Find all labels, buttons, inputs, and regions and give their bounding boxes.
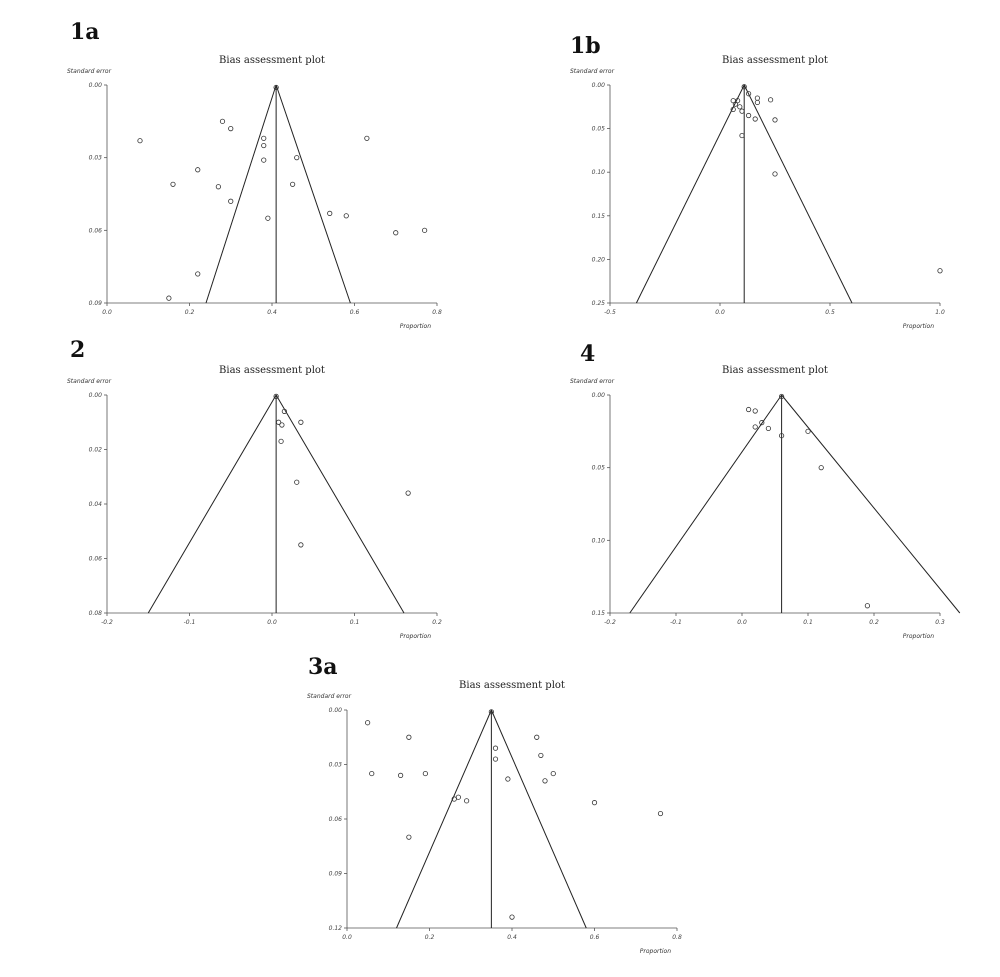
- panel-label-4: 4: [580, 341, 596, 367]
- study-point: [229, 126, 233, 130]
- study-point: [464, 799, 468, 803]
- study-point: [406, 491, 410, 495]
- funnel-plot-3a: [290, 640, 700, 970]
- funnel-plot-1a: [50, 15, 460, 335]
- y-tick-label: 0.12: [328, 925, 342, 932]
- study-point: [738, 105, 742, 109]
- study-point: [773, 118, 777, 122]
- funnel-left-line: [206, 85, 276, 303]
- study-point: [753, 409, 757, 413]
- y-tick-label: 0.06: [88, 227, 102, 235]
- y-tick-label: 0.20: [591, 256, 605, 264]
- study-point: [220, 119, 224, 123]
- panel-label-1b: 1b: [570, 33, 601, 59]
- y-axis-label: Standard error: [307, 693, 352, 700]
- x-tick-label: 0.6: [349, 309, 360, 316]
- chart-title: Bias assessment plot: [722, 55, 828, 66]
- chart-title: Bias assessment plot: [459, 680, 565, 691]
- study-point: [819, 465, 823, 469]
- panel-label-2: 2: [70, 337, 86, 363]
- study-point: [423, 771, 427, 775]
- study-point: [422, 228, 426, 232]
- study-point: [755, 100, 759, 104]
- study-point: [295, 480, 299, 484]
- y-tick-label: 0.00: [88, 82, 102, 89]
- study-point: [295, 155, 299, 159]
- funnel-right-line: [276, 85, 350, 303]
- y-axis-label: Standard error: [570, 378, 615, 385]
- chart-title: Bias assessment plot: [219, 55, 325, 66]
- y-tick-label: 0.05: [591, 464, 605, 472]
- x-tick-label: -0.1: [670, 619, 682, 626]
- study-point: [407, 835, 411, 839]
- x-tick-label: 0.0: [715, 309, 725, 316]
- study-point: [196, 168, 200, 172]
- y-axis-label: Standard error: [67, 378, 112, 385]
- y-tick-label: 0.09: [88, 300, 102, 307]
- y-tick-label: 0.05: [591, 125, 605, 133]
- x-tick-label: 0.8: [672, 934, 682, 941]
- study-point: [229, 199, 233, 203]
- study-point: [262, 158, 266, 162]
- y-axis-label: Standard error: [570, 68, 615, 75]
- study-point: [510, 915, 514, 919]
- y-tick-label: 0.00: [591, 82, 605, 89]
- study-point: [753, 425, 757, 429]
- chart-panel-3a: [290, 640, 700, 970]
- chart-panel-4: [555, 325, 975, 645]
- chart-panel-2: [50, 325, 460, 645]
- x-tick-label: 0.0: [102, 309, 112, 316]
- study-point: [740, 109, 744, 113]
- study-point: [262, 143, 266, 147]
- study-point: [216, 185, 220, 189]
- funnel-left-line: [397, 710, 492, 928]
- study-point: [865, 604, 869, 608]
- x-axis-label: Proportion: [902, 323, 934, 330]
- study-point: [279, 439, 283, 443]
- y-tick-label: 0.00: [88, 392, 102, 399]
- y-tick-label: 0.08: [88, 610, 102, 617]
- study-point: [551, 771, 555, 775]
- study-point: [167, 296, 171, 300]
- x-tick-label: 0.2: [432, 619, 442, 626]
- x-tick-label: 0.8: [432, 309, 442, 316]
- y-tick-label: 0.09: [328, 870, 342, 878]
- x-tick-label: 0.4: [507, 934, 517, 941]
- funnel-right-line: [491, 710, 586, 928]
- x-tick-label: 0.1: [803, 619, 813, 626]
- chart-panel-1b: [555, 15, 975, 335]
- y-tick-label: 0.06: [328, 816, 342, 823]
- funnel-plot-1b: [555, 15, 975, 335]
- study-point: [768, 98, 772, 102]
- x-tick-label: 0.2: [184, 309, 195, 316]
- study-point: [138, 139, 142, 143]
- x-tick-label: 0.0: [342, 934, 352, 941]
- study-point: [535, 735, 539, 739]
- funnel-left-line: [630, 395, 782, 613]
- study-point: [493, 757, 497, 761]
- y-tick-label: 0.10: [591, 169, 605, 177]
- funnel-left-line: [148, 395, 276, 613]
- study-point: [806, 429, 810, 433]
- y-tick-label: 0.10: [591, 537, 605, 545]
- x-tick-label: -0.2: [604, 619, 616, 626]
- study-point: [753, 117, 757, 121]
- study-point: [938, 269, 942, 273]
- funnel-left-line: [636, 85, 744, 303]
- x-tick-label: 0.0: [737, 619, 747, 626]
- study-point: [344, 214, 348, 218]
- y-tick-label: 0.00: [328, 707, 342, 714]
- study-point: [740, 133, 744, 137]
- study-point: [196, 272, 200, 276]
- study-point: [746, 407, 750, 411]
- study-point: [266, 216, 270, 220]
- chart-title: Bias assessment plot: [722, 365, 828, 376]
- study-point: [766, 426, 770, 430]
- x-tick-label: 1.0: [935, 309, 945, 316]
- chart-panel-1a: [50, 15, 460, 335]
- y-tick-label: 0.03: [328, 761, 342, 769]
- y-tick-label: 0.02: [88, 446, 102, 454]
- x-tick-label: 0.6: [589, 934, 600, 941]
- panel-label-1a: 1a: [70, 19, 100, 45]
- study-point: [407, 735, 411, 739]
- study-point: [506, 777, 510, 781]
- study-point: [370, 771, 374, 775]
- x-axis-label: Proportion: [399, 323, 431, 330]
- x-axis-label: Proportion: [399, 633, 431, 640]
- y-tick-label: 0.04: [88, 501, 102, 508]
- funnel-right-line: [276, 395, 404, 613]
- study-point: [299, 543, 303, 547]
- funnel-right-line: [782, 395, 960, 613]
- study-point: [543, 779, 547, 783]
- x-axis-label: Proportion: [902, 633, 934, 640]
- chart-title: Bias assessment plot: [219, 365, 325, 376]
- study-point: [171, 182, 175, 186]
- y-axis-label: Standard error: [67, 68, 112, 75]
- study-point: [262, 136, 266, 140]
- x-tick-label: 0.5: [825, 309, 835, 316]
- x-tick-label: -0.1: [183, 619, 196, 626]
- study-point: [328, 211, 332, 215]
- study-point: [290, 182, 294, 186]
- x-axis-label: Proportion: [639, 948, 671, 955]
- study-point: [746, 113, 750, 117]
- y-tick-label: 0.03: [88, 154, 102, 162]
- x-tick-label: -0.2: [101, 619, 113, 626]
- study-point: [280, 423, 284, 427]
- y-tick-label: 0.25: [591, 300, 605, 307]
- y-tick-label: 0.06: [88, 555, 102, 563]
- study-point: [398, 773, 402, 777]
- study-point: [658, 811, 662, 815]
- panel-label-3a: 3a: [308, 654, 338, 680]
- study-point: [539, 753, 543, 757]
- y-tick-label: 0.00: [591, 392, 605, 399]
- y-tick-label: 0.15: [591, 610, 605, 617]
- x-tick-label: 0.4: [267, 309, 277, 316]
- x-tick-label: 0.2: [424, 934, 435, 941]
- study-point: [493, 746, 497, 750]
- study-point: [773, 172, 777, 176]
- study-point: [394, 231, 398, 235]
- x-tick-label: 0.1: [349, 619, 360, 626]
- funnel-plot-2: [50, 325, 460, 645]
- study-point: [755, 96, 759, 100]
- x-tick-label: 0.2: [869, 619, 879, 626]
- study-point: [592, 800, 596, 804]
- study-point: [365, 721, 369, 725]
- x-tick-label: -0.5: [604, 309, 616, 316]
- study-point: [299, 420, 303, 424]
- x-tick-label: 0.3: [935, 619, 945, 626]
- funnel-plot-4: [555, 325, 975, 645]
- x-tick-label: 0.0: [267, 619, 277, 626]
- study-point: [365, 136, 369, 140]
- funnel-right-line: [744, 85, 852, 303]
- y-tick-label: 0.15: [591, 212, 605, 220]
